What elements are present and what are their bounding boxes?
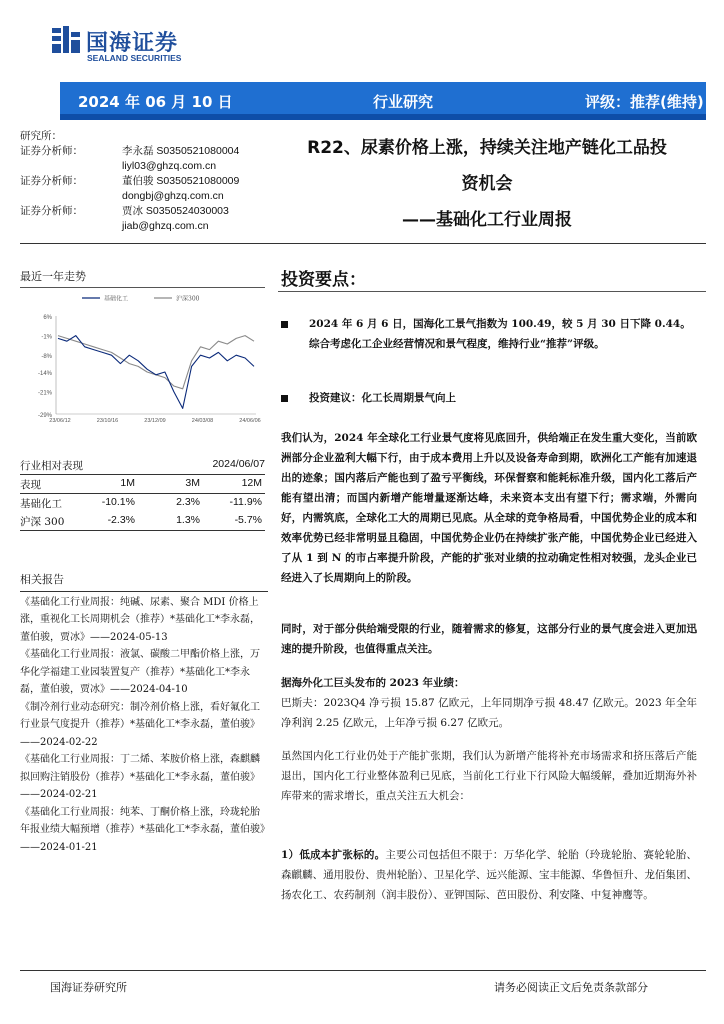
column-header: 3M [185,477,200,489]
analyst-info: 董伯骏 S0350521080009 [122,175,240,187]
report-link[interactable]: 《基础化工行业周报：液氯、碳酸二甲酯价格上涨，万华化学福建工业园装置复产（推荐）*基础化工*李永磊，董伯骏，贾冰》——2024-04-10 [20,649,260,695]
column-header: 1M [120,477,135,489]
x-tick-label: 23/10/16 [96,418,119,424]
y-tick-label: -1% [41,334,52,341]
report-link[interactable]: 《基础化工行业周报：纯苯、丁酮价格上涨，玲珑轮胎年报业绩大幅预增（推荐）*基础化工*李永磊，董伯骏》——2024-01-21 [20,806,265,853]
cell-1m: -2.3% [107,514,135,526]
analyst-block [20,129,265,234]
y-tick-label: 6% [43,315,52,321]
table-row [20,494,265,512]
analyst-email: jiab@ghzq.com.cn [122,220,209,232]
analyst-label: 证券分析师： [20,205,83,217]
analyst-email: liyl03@ghzq.com.cn [122,160,217,172]
legend-label: 基础化工 [104,295,129,303]
series-line [58,336,254,409]
cell-3m: 1.3% [176,514,200,526]
divider [20,287,265,288]
title-line-1: R22、尿素价格上涨，持续关注地产链化工品投 [307,138,667,158]
bullet-item [281,314,697,354]
footer-divider [20,970,706,971]
opportunity-title: 1）低成本扩张标的。 [281,849,386,861]
bullet-item [281,388,697,408]
analyst-email: dongbj@ghzq.com.cn [122,190,224,202]
invest-heading: 投资要点： [281,270,366,290]
para-main: 我们认为，2024 年全球化工行业景气度将见底回升，供给端正在发生重大变化，当前欧洲部分企业盈利大幅下行，由于成本费用上升以及设备寿命到期，欧洲化工产能有加速退出的迹象；国内落后产能也到了盈亏平衡线，环保督察和能耗标准升级，国内化工落后产能有望出清；而国内新增产能增量逐渐达峰，未来资本支出有望下行；需求端，外需向好，内需筑底，全球化工大的周期已见底。从全球的竞争格局看，中国优势企业的成本和效率优势已经非常明显且稳固，中国优势企业仍在持续扩张产能，中国优势企业已经进入了从 1 到 N 的市占率提升阶段，产能的扩张对业绩的拉动确定性相对较强，龙头企业已经进入了长周期向上的阶段。 [281,432,697,584]
x-tick-label: 23/06/12 [49,418,71,424]
report-link[interactable]: 《制冷剂行业动态研究：制冷剂价格上涨，看好氟化工行业景气度提升（推荐）*基础化工*李永磊，董伯骏》——2024-02-22 [20,701,260,748]
para-overseas [281,673,697,733]
bullet-text: 投资建议：化工长周期景气向上 [309,392,456,404]
logo-mark-icon [50,24,82,56]
report-title [272,130,702,238]
divider [20,243,706,244]
trend-chart [20,292,265,432]
table-row [20,512,265,531]
cell-12m: -11.9% [229,496,262,508]
perf-header-row [20,456,265,475]
cell-3m: 2.3% [176,496,200,508]
analyst-info: 贾冰 S0350524030003 [122,205,229,217]
divider [278,291,706,292]
footer-left: 国海证券研究所 [50,981,127,994]
performance-table [20,456,265,531]
legend-label: 沪深300 [176,295,200,303]
report-category: 行业研究 [373,93,434,111]
row-label: 基础化工 [20,498,62,510]
analyst-info: 李永磊 S0350521080004 [122,145,240,157]
institute-label: 研究所： [20,130,62,142]
header-banner [20,82,706,120]
perf-date: 2024/06/07 [212,458,265,470]
logo-text-cn: 国海证券 [86,30,179,56]
related-reports [20,571,268,856]
y-tick-label: -14% [37,371,52,377]
bullet-text: 2024 年 6 月 6 日，国海化工景气指数为 100.49，较 5 月 30 日下降 0.44。综合考虑化工企业经营情况和景气程度，维持行业“推荐”评级。 [309,318,691,350]
y-tick-label: -29% [37,413,52,419]
x-tick-label: 24/03/08 [191,418,214,424]
analyst-label: 证券分析师： [20,175,83,187]
cell-12m: -5.7% [234,514,262,526]
column-header: 12M [241,477,262,489]
report-link[interactable]: 《基础化工行业周报：丁二烯、苯胺价格上涨，森麒麟拟回购注销股份（推荐）*基础化工*李永磊，董伯骏》——2024-02-21 [20,754,260,800]
cell-1m: -10.1% [101,496,135,508]
chart-section-title: 最近一年走势 [20,270,86,283]
title-line-3: ——基础化工行业周报 [402,210,572,230]
company-logo [50,24,182,63]
perf-heading: 行业相对表现 [20,460,83,472]
series-line [58,336,254,389]
column-header: 表现 [20,479,41,491]
report-date: 2024 年 06 月 10 日 [78,93,233,111]
x-tick-label: 24/06/06 [239,418,261,424]
report-rating: 评级：推荐(维持) [585,93,704,111]
bullet-square-icon [281,321,288,328]
logo-text-en: SEALAND SECURITIES [87,53,182,63]
para-overseas-body: 巴斯夫：2023Q4 净亏损 15.87 亿欧元，上年同期净亏损 48.47 亿欧元。2023 年全年净利润 2.25 亿欧元，上年净亏损 6.27 亿欧元。 [281,697,697,729]
para-overseas-title: 据海外化工巨头发布的 2023 年业绩： [281,677,465,689]
report-link[interactable]: 《基础化工行业周报：纯碱、尿素、聚合 MDI 价格上涨，重视化工长周期机会（推荐）*基础化工*李永磊，董伯骏，贾冰》——2024-05-13 [20,596,260,643]
x-tick-label: 23/12/09 [144,418,166,424]
bullet-square-icon [281,395,288,402]
y-tick-label: -21% [37,390,52,397]
perf-columns-row [20,475,265,494]
opportunity-body: 主要公司包括但不限于：万华化学、轮胎（玲珑轮胎、赛轮轮胎、森麒麟、通用股份、贵州轮胎）、卫星化学、远兴能源、宝丰能源、华鲁恒升、龙佰集团、扬农化工、农药制剂（润丰股份）、亚钾国际、芭田股份、利安隆、中复神鹰等。 [281,849,697,901]
para-opportunity [281,845,697,905]
para-note: 同时，对于部分供给端受限的行业，随着需求的修复，这部分行业的景气度会进入更加迅速的提升阶段，也值得重点关注。 [281,623,697,655]
row-label: 沪深 300 [20,516,65,528]
y-tick-label: -8% [41,354,52,361]
para-outlook: 虽然国内化工行业仍处于产能扩张期，我们认为新增产能将补充市场需求和挤压落后产能退出，国内化工行业整体盈利已见底，当前化工行业下行风险大幅缓解，叠加近期海外补库带来的需求增长，重点关注五大机会： [281,750,697,802]
reports-heading: 相关报告 [20,573,64,586]
title-line-2: 资机会 [461,174,513,194]
analyst-label: 证券分析师： [20,145,83,157]
footer-right: 请务必阅读正文后免责条款部分 [494,981,648,994]
